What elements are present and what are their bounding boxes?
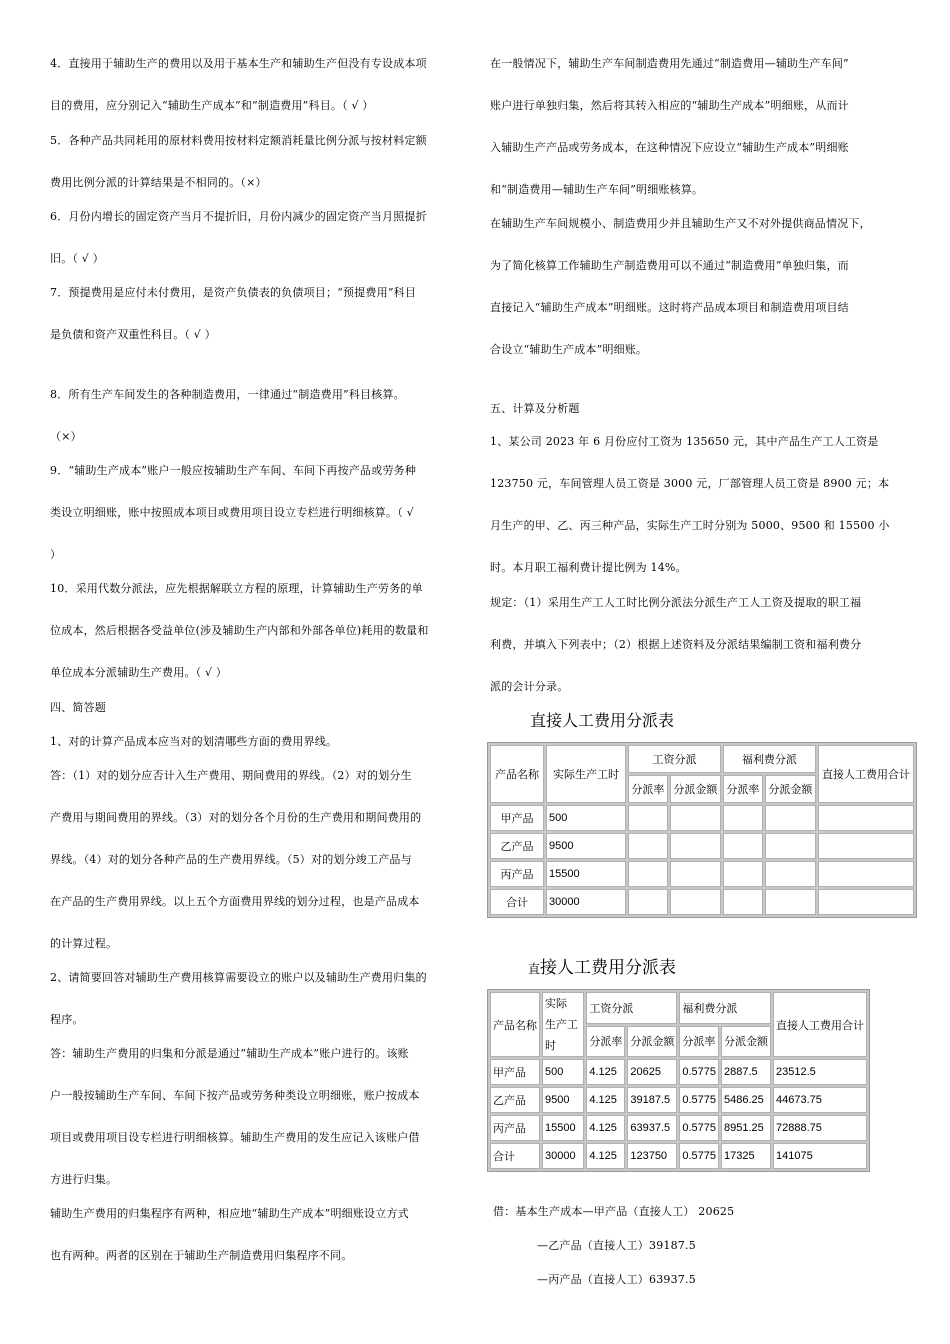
cell-hours: 500: [542, 1059, 584, 1085]
cell-wage-rate: 4.125: [586, 1115, 625, 1141]
cell-wage-amount: 20625: [627, 1059, 677, 1085]
header-amount: 分派金额: [627, 1026, 677, 1058]
cell-empty: [765, 805, 816, 831]
cell-total: 44673.75: [773, 1087, 867, 1113]
text-line: 1、对的计算产品成本应当对的划清哪些方面的费用界线。: [50, 735, 338, 748]
cell-welfare-rate: 0.5775: [679, 1115, 719, 1141]
text-line: 6．月份内增长的固定资产当月不提折旧，月份内减少的固定资产当月照提折: [50, 210, 427, 223]
header-amount: 分派金额: [670, 775, 721, 803]
header-wage: 工资分派: [586, 992, 677, 1024]
title-part: 直: [528, 962, 541, 976]
cell-product: 丙产品: [490, 861, 544, 887]
cell-empty: [670, 861, 721, 887]
text-line: 规定：（1）采用生产工人工时比例分派法分派生产工人工资及提取的职工福: [490, 596, 862, 609]
cell-welfare-amount: 8951.25: [721, 1115, 771, 1141]
cell-empty: [628, 889, 668, 915]
text-line: ）: [50, 548, 62, 561]
text-line: 5．各种产品共同耗用的原材料费用按材料定额消耗量比例分派与按材料定额: [50, 134, 427, 147]
header-hours: [542, 992, 584, 1057]
text-line: 时。本月职工福利费计提比例为 14%。: [490, 561, 687, 574]
header-amount: 分派金额: [765, 775, 816, 803]
text-line: 9．“辅助生产成本”账户一般应按辅助生产车间、车间下再按产品或劳务种: [50, 464, 417, 477]
header-welfare: 福利费分派: [679, 992, 771, 1024]
text-line: 为了简化核算工作辅助生产制造费用可以不通过“制造费用”单独归集，而: [490, 259, 849, 272]
cell-wage-rate: 4.125: [586, 1087, 625, 1113]
journal-entry: —乙产品（直接人工）39187.5: [537, 1239, 696, 1252]
cell-empty: [628, 805, 668, 831]
header-product: 产品名称: [490, 745, 544, 803]
cell-empty: [818, 861, 914, 887]
cell-empty: [723, 889, 763, 915]
table-row: [490, 861, 914, 887]
cell-hours: 9500: [542, 1087, 584, 1113]
text-line: 账户进行单独归集，然后将其转入相应的“辅助生产成本”明细账，从而计: [490, 99, 849, 112]
cell-wage-amount: 39187.5: [627, 1087, 677, 1113]
table2-title: [528, 953, 676, 978]
cell-welfare-amount: 2887.5: [721, 1059, 771, 1085]
text-line: 利费，并填入下列表中；（2）根据上述资料及分派结果编制工资和福利费分: [490, 638, 862, 651]
text-line: 在辅助生产车间规模小、制造费用少并且辅助生产又不对外提供商品情况下，: [490, 217, 871, 230]
cell-empty: [628, 833, 668, 859]
cell-empty: [670, 833, 721, 859]
cell-empty: [765, 833, 816, 859]
cell-product: 乙产品: [490, 1087, 540, 1113]
text-line: 答：辅助生产费用的归集和分派是通过“辅助生产成本”账户进行的。该账: [50, 1047, 409, 1060]
text-line: 1、某公司 2023 年 6 月份应付工资为 135650 元，其中产品生产工人工资是: [490, 435, 879, 448]
table-row: [490, 805, 914, 831]
text-line: 答：（1）对的划分应否计入生产费用、期间费用的界线。（2）对的划分生: [50, 769, 412, 782]
text-line: 123750 元，车间管理人员工资是 3000 元，厂部管理人员工资是 8900 元；本: [490, 477, 890, 490]
header-wage: 工资分派: [628, 745, 721, 773]
cell-product: 合计: [490, 889, 544, 915]
cell-product: 乙产品: [490, 833, 544, 859]
cell-total: 23512.5: [773, 1059, 867, 1085]
cell-total: 141075: [773, 1143, 867, 1169]
header-total: 直接人工费用合计: [818, 745, 914, 803]
journal-entry: 借：基本生产成本—甲产品（直接人工） 20625: [493, 1205, 735, 1218]
cell-empty: [723, 805, 763, 831]
cell-empty: [818, 889, 914, 915]
cell-empty: [818, 833, 914, 859]
section-heading: 四、简答题: [50, 701, 106, 714]
cell-empty: [723, 861, 763, 887]
cell-product: 合计: [490, 1143, 540, 1169]
text-line: 旧。（ √ ）: [50, 252, 104, 265]
cell-hours: 15500: [542, 1115, 584, 1141]
cell-welfare-amount: 17325: [721, 1143, 771, 1169]
text-line: 方进行归集。: [50, 1173, 118, 1186]
section-heading: 五、计算及分析题: [490, 402, 580, 415]
text-line: 位成本，然后根据各受益单位(涉及辅助生产内部和外部各单位)耗用的数量和: [50, 624, 429, 637]
cell-empty: [723, 833, 763, 859]
text-line: 类设立明细账，账中按照成本项目或费用项目设立专栏进行明细核算。（ √: [50, 506, 414, 519]
text-line: 界线。（4）对的划分各种产品的生产费用界线。（5）对的划分竣工产品与: [50, 853, 412, 866]
text-line: 辅助生产费用的归集程序有两种，相应地“辅助生产成本”明细账设立方式: [50, 1207, 409, 1220]
text-line: 直接记入“辅助生产成本”明细账。这时将产品成本项目和制造费用项目结: [490, 301, 849, 314]
cell-empty: [765, 889, 816, 915]
header-total: 直接人工费用合计: [773, 992, 867, 1057]
cell-total: 72888.75: [773, 1115, 867, 1141]
cell-empty: [670, 889, 721, 915]
header-welfare: 福利费分派: [723, 745, 816, 773]
cell-hours: 9500: [546, 833, 626, 859]
title-part: 接人工费用分派表: [540, 958, 677, 978]
cell-welfare-rate: 0.5775: [679, 1087, 719, 1113]
text-line: 8．所有生产车间发生的各种制造费用，一律通过“制造费用”科目核算。: [50, 388, 405, 401]
journal-entry: —丙产品（直接人工）63937.5: [537, 1273, 696, 1286]
cell-hours: 30000: [542, 1143, 584, 1169]
cell-wage-rate: 4.125: [586, 1059, 625, 1085]
cell-welfare-amount: 5486.25: [721, 1087, 771, 1113]
header-rate: 分派率: [628, 775, 668, 803]
text-line: 月生产的甲、乙、丙三种产品，实际生产工时分别为 5000、9500 和 15500 小: [490, 519, 890, 532]
text-line: 10．采用代数分派法，应先根据解联立方程的原理，计算辅助生产劳务的单: [50, 582, 423, 595]
text-line: 也有两种。两者的区别在于辅助生产制造费用归集程序不同。: [50, 1249, 353, 1262]
cell-wage-amount: 123750: [627, 1143, 677, 1169]
text-line: 目的费用，应分别记入“辅助生产成本”和“制造费用”科目。（ √ ）: [50, 99, 374, 112]
cell-product: 甲产品: [490, 1059, 540, 1085]
cell-hours: 500: [546, 805, 626, 831]
text-line: 项目或费用项目设专栏进行明细核算。辅助生产费用的发生应记入该账户借: [50, 1131, 420, 1144]
table-row: [490, 1115, 867, 1141]
table-row: [490, 833, 914, 859]
header-rate: 分派率: [679, 1026, 719, 1058]
text-line: 在产品的生产费用界线。以上五个方面费用界线的划分过程，也是产品成本: [50, 895, 420, 908]
text-line: 合设立“辅助生产成本”明细账。: [490, 343, 648, 356]
table-row: [490, 1087, 867, 1113]
cell-hours: 15500: [546, 861, 626, 887]
cell-welfare-rate: 0.5775: [679, 1059, 719, 1085]
table-row: [490, 1143, 867, 1169]
header-hours-line: 生产工时: [545, 1018, 578, 1052]
header-amount: 分派金额: [721, 1026, 771, 1058]
text-line: 和“制造费用—辅助生产车间”明细账核算。: [490, 183, 704, 196]
cell-empty: [818, 805, 914, 831]
cell-wage-amount: 63937.5: [627, 1115, 677, 1141]
text-line: （×）: [50, 430, 82, 443]
cell-hours: 30000: [546, 889, 626, 915]
text-line: 户一般按辅助生产车间、车间下按产品或劳务种类设立明细账，账户按成本: [50, 1089, 420, 1102]
table1: [487, 742, 917, 918]
table-row: [490, 1059, 867, 1085]
cell-welfare-rate: 0.5775: [679, 1143, 719, 1169]
cell-product: 丙产品: [490, 1115, 540, 1141]
text-line: 产费用与期间费用的界线。（3）对的划分各个月份的生产费用和期间费用的: [50, 811, 422, 824]
cell-empty: [670, 805, 721, 831]
text-line: 程序。: [50, 1013, 84, 1026]
cell-product: 甲产品: [490, 805, 544, 831]
header-product: 产品名称: [490, 992, 540, 1057]
table2: [487, 989, 870, 1172]
cell-empty: [628, 861, 668, 887]
header-rate: 分派率: [723, 775, 763, 803]
text-line: 4．直接用于辅助生产的费用以及用于基本生产和辅助生产但没有专设成本项: [50, 57, 427, 70]
text-line: 7．预提费用是应付未付费用，是资产负债表的负债项目；“预提费用”科目: [50, 286, 417, 299]
header-hours-line: 实际: [545, 997, 567, 1010]
table-row: [490, 889, 914, 915]
table1-title: 直接人工费用分派表: [530, 711, 675, 730]
text-line: 派的会计分录。: [490, 680, 569, 693]
header-hours: 实际生产工时: [546, 745, 626, 803]
text-line: 入辅助生产产品或劳务成本，在这种情况下应设立“辅助生产成本”明细账: [490, 141, 849, 154]
text-line: 是负债和资产双重性科目。（ √ ）: [50, 328, 216, 341]
text-line: 单位成本分派辅助生产费用。（ √ ）: [50, 666, 228, 679]
text-line: 费用比例分派的计算结果是不相同的。（×）: [50, 176, 267, 189]
text-line: 在一般情况下，辅助生产车间制造费用先通过“制造费用—辅助生产车间”: [490, 57, 849, 70]
text-line: 的计算过程。: [50, 937, 118, 950]
text-line: 2、请简要回答对辅助生产费用核算需要设立的账户以及辅助生产费用归集的: [50, 971, 427, 984]
cell-empty: [765, 861, 816, 887]
header-rate: 分派率: [586, 1026, 625, 1058]
cell-wage-rate: 4.125: [586, 1143, 625, 1169]
